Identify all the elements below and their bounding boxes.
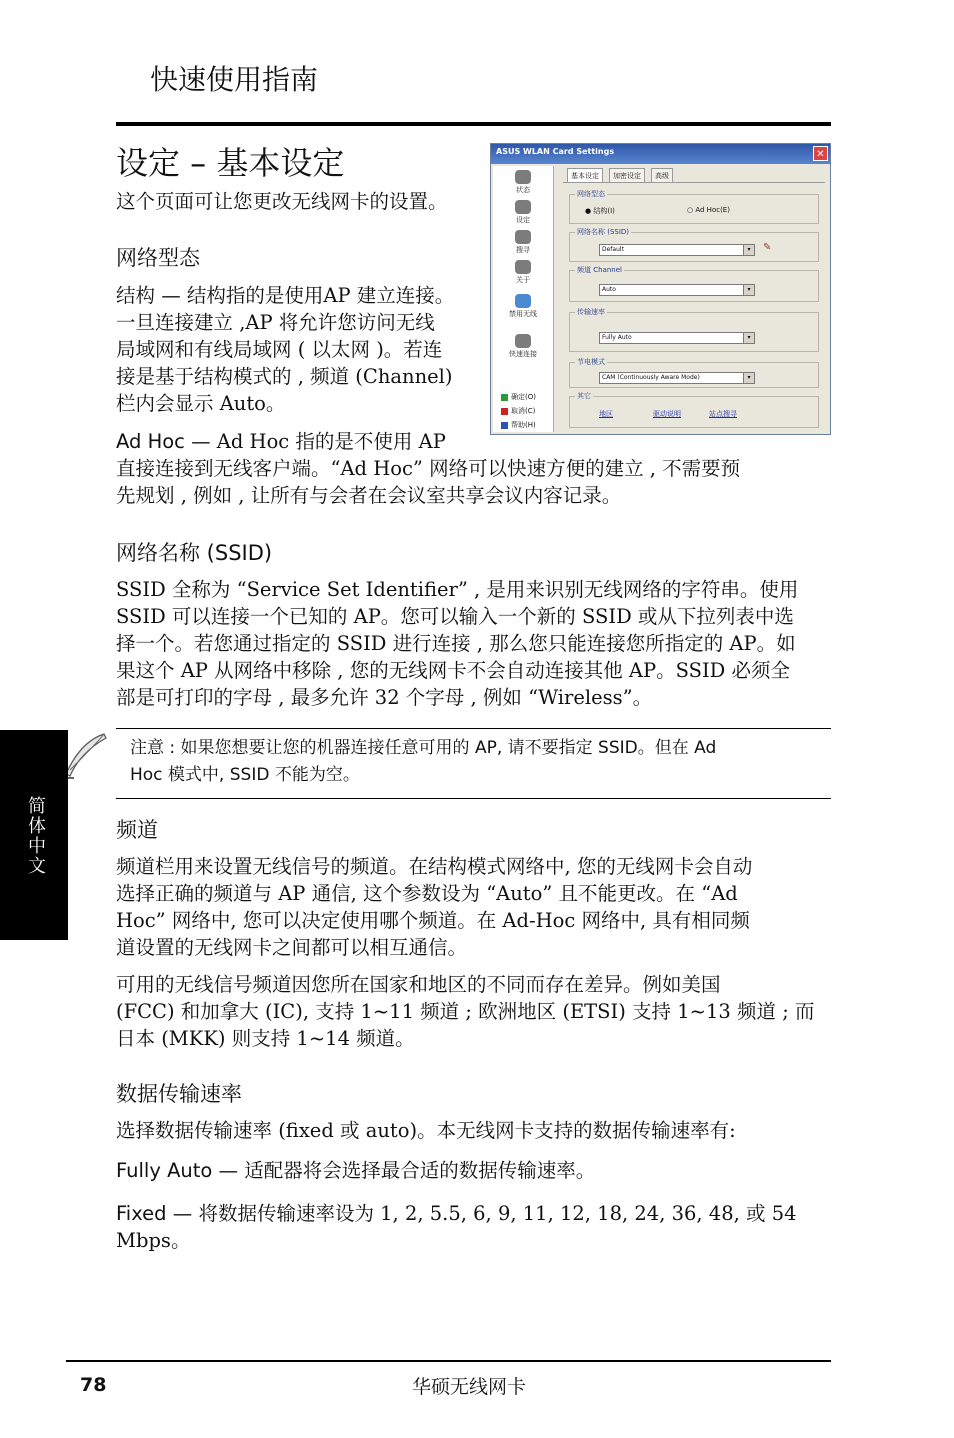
channel-paragraph-1 xyxy=(116,853,831,961)
ok-button[interactable] xyxy=(501,392,536,402)
chevron-down-icon: ▾ xyxy=(743,245,754,255)
infra-line-2: 局域网和有线局域网 ( 以太网 )。若连 xyxy=(116,338,443,361)
infra-line-4: 栏内会显示 Auto。 xyxy=(116,392,286,415)
rate-fixed-lead: Fixed — xyxy=(116,1202,193,1225)
section-title: 设定 – 基本设定 xyxy=(116,144,345,182)
link-site-survey[interactable]: 站点搜寻 xyxy=(709,410,737,418)
nav-quick-connect[interactable] xyxy=(497,334,549,359)
x-icon xyxy=(501,408,508,415)
chevron-down-icon: ▾ xyxy=(743,373,754,383)
tab-encryption[interactable]: 加密设定 xyxy=(609,168,645,183)
rate-fixed xyxy=(116,1200,831,1254)
link-driver-info[interactable]: 驱动说明 xyxy=(653,410,681,418)
footer-title: 华硕无线网卡 xyxy=(412,1376,527,1398)
adhoc-line-3: 先规划 , 例如 , 让所有与会者在会议室共享会议内容记录。 xyxy=(116,484,622,507)
channel-p2-line-2: 日本 (MKK) 则支持 1~14 频道。 xyxy=(116,1027,415,1050)
channel-p1-line-0: 频道栏用来设置无线信号的频道。在结构模式网络中, 您的无线网卡会自动 xyxy=(116,855,753,878)
config-icon xyxy=(515,200,531,214)
note-text xyxy=(130,735,830,789)
tab-advanced[interactable]: 高级 xyxy=(651,168,673,183)
infra-line-1: 一旦连接建立 ,AP 将允许您访问无线 xyxy=(116,311,435,334)
ssid-line-4: 部是可打印的字母 , 最多允许 32 个字母 , 例如 “Wireless”。 xyxy=(116,686,653,709)
dialog-settings-panel xyxy=(563,166,825,432)
channel-p1-line-1: 选择正确的频道与 AP 通信, 这个参数设为 “Auto” 且不能更改。在 “Ad xyxy=(116,882,738,905)
link-region[interactable]: 地区 xyxy=(599,410,613,418)
rate-fixed-line-1: 将数据传输速率设为 1, 2, 5.5, 6, 9, 11, 12, 18, 24, 36, 48, 或 54 xyxy=(198,1202,797,1225)
channel-select-value: Auto xyxy=(602,286,616,293)
ssid-group-label: 网络名称 (SSID) xyxy=(577,228,630,236)
rate-fixed-line-2: Mbps。 xyxy=(116,1229,191,1252)
cancel-button[interactable] xyxy=(501,406,535,416)
ssid-line-3: 果这个 AP 从网络中移除 , 您的无线网卡不会自动连接其他 AP。SSID 必须全 xyxy=(116,659,791,682)
radio-adhoc-label: Ad Hoc(E) xyxy=(695,206,730,214)
nav-disable-radio[interactable] xyxy=(497,294,549,319)
dialog-titlebar xyxy=(491,144,830,164)
language-side-tab xyxy=(0,730,68,940)
dialog-nav-pane xyxy=(493,166,554,432)
infra-paragraph xyxy=(116,282,476,417)
adhoc-paragraph xyxy=(116,428,831,509)
adhoc-lead: Ad Hoc — xyxy=(116,430,211,453)
cancel-label: 取消(C) xyxy=(511,407,536,415)
ssid-heading: 网络名称 (SSID) xyxy=(116,541,273,565)
chevron-down-icon: ▾ xyxy=(743,285,754,295)
channel-paragraph-2 xyxy=(116,971,831,1052)
adhoc-line-1: Ad Hoc 指的是不使用 AP xyxy=(216,430,446,453)
rate-select[interactable] xyxy=(599,332,755,344)
check-icon xyxy=(501,394,508,401)
rate-select-value: Fully Auto xyxy=(602,334,632,341)
channel-p1-line-3: 道设置的无线网卡之间都可以相互通信。 xyxy=(116,936,468,959)
note-rule-top xyxy=(116,728,831,729)
note-line-1: 注意 : 如果您想要让您的机器连接任意可用的 AP, 请不要指定 SSID。但在 Ad xyxy=(130,738,717,758)
channel-p2-line-1: (FCC) 和加拿大 (IC), 支持 1~11 频道 ; 欧洲地区 (ETSI) 支持 1~13 频道 ; 而 xyxy=(116,1000,815,1023)
channel-p2-line-0: 可用的无线信号频道因您所在国家和地区的不同而存在差异。例如美国 xyxy=(116,973,721,996)
rate-auto-text: 适配器将会选择最合适的数据传输速率。 xyxy=(244,1159,596,1182)
tab-basic[interactable]: 基本设定 xyxy=(567,168,603,183)
nav-about[interactable] xyxy=(497,260,549,285)
radio-infrastructure-label: 结构(I) xyxy=(593,207,615,215)
chevron-down-icon: ▾ xyxy=(743,333,754,343)
nav-about-label: 关于 xyxy=(516,276,530,284)
top-rule xyxy=(116,122,831,126)
rate-auto xyxy=(116,1157,831,1184)
network-type-heading: 网络型态 xyxy=(116,246,200,270)
rate-heading: 数据传输速率 xyxy=(116,1082,242,1106)
survey-icon xyxy=(515,230,531,244)
wlan-settings-dialog xyxy=(490,143,831,435)
nav-survey-label: 搜寻 xyxy=(516,246,530,254)
other-group-label: 其它 xyxy=(577,392,591,400)
infra-line-3: 接是基于结构模式的 , 频道 (Channel) xyxy=(116,365,453,388)
infra-line-0: 结构指的是使用AP 建立连接。 xyxy=(186,284,455,307)
rate-auto-lead: Fully Auto — xyxy=(116,1159,239,1182)
tab-divider xyxy=(563,182,825,183)
channel-group-label: 频道 Channel xyxy=(577,266,622,274)
note-rule-bottom xyxy=(116,798,831,799)
page-number: 78 xyxy=(80,1374,107,1396)
nav-status[interactable] xyxy=(497,170,549,195)
nav-status-label: 状态 xyxy=(516,186,530,194)
nav-config[interactable] xyxy=(497,200,549,225)
network-type-group-label: 网络型态 xyxy=(577,190,605,198)
nav-survey[interactable] xyxy=(497,230,549,255)
footer-rule xyxy=(66,1360,831,1362)
help-button[interactable] xyxy=(501,420,536,430)
nav-disable-radio-label: 禁用无线 xyxy=(509,310,537,318)
side-tab-label: 简体中文 xyxy=(25,796,46,876)
edit-pencil-icon[interactable]: ✎ xyxy=(763,242,772,253)
ok-label: 确定(O) xyxy=(511,393,536,401)
close-icon[interactable]: ✕ xyxy=(813,146,828,161)
power-select-value: CAM (Continuously Aware Mode) xyxy=(602,374,700,381)
rate-group-label: 传输速率 xyxy=(577,308,605,316)
header-title: 快速使用指南 xyxy=(150,63,319,96)
intro-text: 这个页面可让您更改无线网卡的设置。 xyxy=(116,190,448,213)
power-group-label: 节电模式 xyxy=(577,358,605,366)
connect-icon xyxy=(515,334,531,348)
help-icon xyxy=(501,422,508,429)
dialog-title: ASUS WLAN Card Settings xyxy=(496,147,615,156)
infra-lead: 结构 — xyxy=(116,284,181,307)
ssid-line-1: SSID 可以连接一个已知的 AP。您可以输入一个新的 SSID 或从下拉列表中选 xyxy=(116,605,794,628)
power-select[interactable] xyxy=(599,372,755,384)
ssid-line-2: 择一个。若您通过指定的 SSID 进行连接 , 那么您只能连接您所指定的 AP。如 xyxy=(116,632,796,655)
ssid-combo[interactable] xyxy=(599,244,755,256)
nav-config-label: 设定 xyxy=(516,216,530,224)
about-icon xyxy=(515,260,531,274)
radio-infrastructure[interactable]: ● 结构(I) xyxy=(585,207,615,215)
channel-p1-line-2: Hoc” 网络中, 您可以决定使用哪个频道。在 Ad-Hoc 网络中, 具有相同频 xyxy=(116,909,750,932)
channel-heading: 频道 xyxy=(116,818,158,842)
radio-adhoc[interactable]: ○ Ad Hoc(E) xyxy=(687,206,730,214)
ssid-line-0: SSID 全称为 “Service Set Identifier” , 是用来识别无线网络的字符串。使用 xyxy=(116,578,799,601)
rate-intro: 选择数据传输速率 (fixed 或 auto)。本无线网卡支持的数据传输速率有: xyxy=(116,1119,736,1142)
channel-select[interactable] xyxy=(599,284,755,296)
status-icon xyxy=(515,170,531,184)
ssid-combo-value: Default xyxy=(602,246,624,253)
help-label: 帮助(H) xyxy=(511,421,536,429)
adhoc-line-2: 直接连接到无线客户端。“Ad Hoc” 网络可以快速方便的建立 , 不需要预 xyxy=(116,457,741,480)
ssid-paragraph xyxy=(116,576,831,711)
radio-icon xyxy=(515,294,531,308)
note-line-2: Hoc 模式中, SSID 不能为空。 xyxy=(130,765,360,785)
nav-quick-connect-label: 快速连接 xyxy=(509,350,537,358)
